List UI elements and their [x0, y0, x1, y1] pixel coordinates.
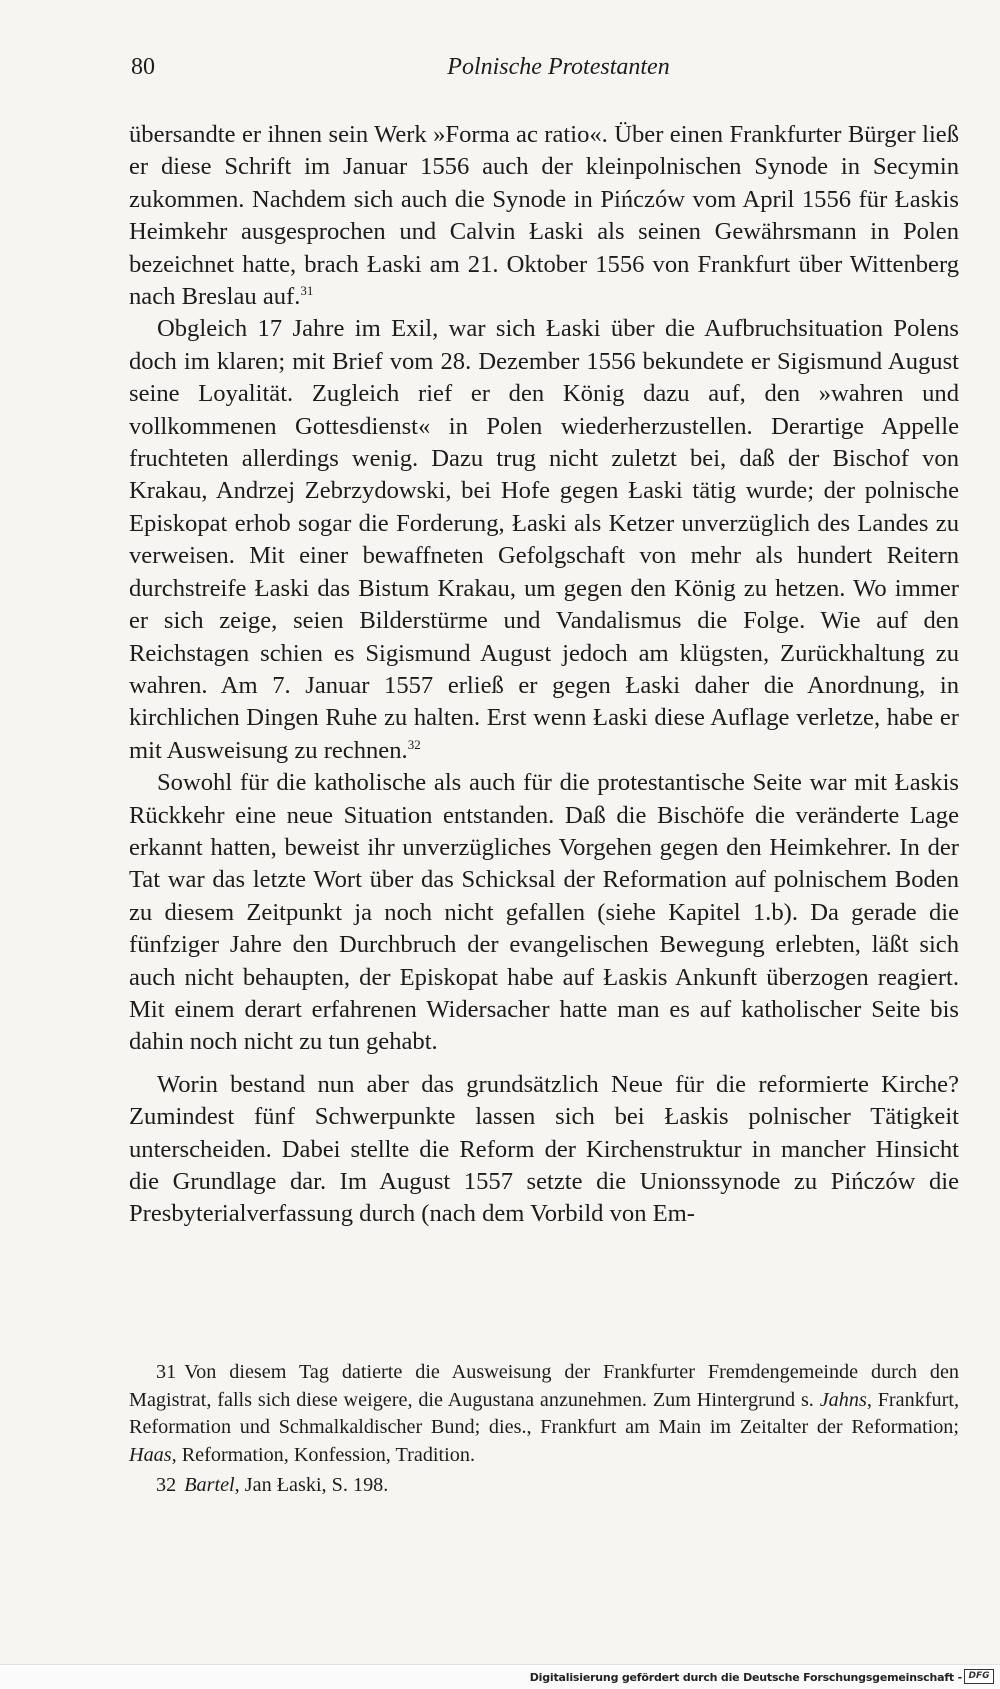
- dfg-logo-icon: DFG: [964, 1669, 994, 1684]
- footnote-31: [129, 1359, 959, 1469]
- footnote-ref-31[interactable]: 31: [300, 283, 314, 299]
- footnote-number: 32: [156, 1474, 177, 1497]
- footnote-number: 31: [156, 1361, 177, 1383]
- footnote-ref-32[interactable]: 32: [407, 736, 421, 752]
- footnote-text: , Reformation, Konfession, Tradition.: [171, 1443, 475, 1466]
- digitization-note: Digitalisierung gefördert durch die Deutsche Forschungsgemeinschaft -: [529, 1671, 962, 1684]
- footnote-text: Von diesem Tag datierte die Ausweisung der Frankfurter Fremdengemeinde durch den Magistrat, falls sich diese weigere, die Augustana anzunehmen. Zum Hintergrund s.: [129, 1361, 959, 1411]
- digitization-footer: [0, 1664, 1000, 1689]
- paragraph-3: Sowohl für die katholische als auch für die protestantische Seite war mit Łaskis Rückkehr eine neue Situation entstanden. Daß die Bischöfe die veränderte Lage erkannt hatten, beweist ihr unverzügliches Vorgehen gegen den Heimkehrer. In der Tat war das letzte Wort über das Schicksal der Reformation auf polnischem Boden zu diesem Zeitpunkt ja noch nicht gefallen (siehe Kapitel 1.b). Da gerade die fünfziger Jahre den Durchbruch der evangelischen Bewegung erlebten, läßt sich auch nicht behaupten, der Episkopat habe auf Łaskis Ankunft überzogen reagiert. Mit einem derart erfahrenen Widersacher hatte man es auf katholischer Seite bis dahin noch nicht zu tun gehabt.: [129, 769, 959, 1056]
- footnote-text: , Frankfurt, Reformation und Schmalkaldischer Bund; dies., Frankfurt am Main im Zeitalter der Reformation;: [129, 1388, 959, 1439]
- footnote-32: [129, 1472, 959, 1500]
- footnotes: [129, 1359, 959, 1503]
- running-title: Polnische Protestanten: [447, 54, 670, 80]
- paragraph-1-text: übersandte er ihnen sein Werk »Forma ac ratio«. Über einen Frankfurter Bürger ließ er diese Schrift im Januar 1556 auch der kleinpolnischen Synode in Secymin zukommen. Nachdem sich auch die Synode in Pińczów vom April 1556 für Łaskis Heimkehr ausgesprochen und Calvin Łaski als seinen Gewährsmann in Polen bezeichnet hatte, brach Łaski am 21. Oktober 1556 von Frankfurt über Wittenberg nach Breslau auf.: [129, 121, 959, 311]
- paragraph-2: [129, 313, 959, 767]
- author-name: Haas: [129, 1443, 172, 1466]
- page-number: 80: [131, 54, 155, 80]
- footnote-text: , Jan Łaski, S. 198.: [234, 1474, 389, 1497]
- author-name: Bartel: [184, 1474, 235, 1497]
- running-head: [131, 54, 956, 90]
- paragraph-2-text: Obgleich 17 Jahre im Exil, war sich Łaski über die Aufbruchsituation Polens doch im klaren; mit Brief vom 28. Dezember 1556 bekundete er Sigismund August seine Loyalität. Zugleich rief er den König dazu auf, den »wahren und vollkommenen Gottesdienst« in Polen wiederherzustellen. Derartige Appelle fruchteten allerdings wenig. Dazu trug nicht zuletzt bei, daß der Bischof von Krakau, Andrzej Zebrzydowski, bei Hofe gegen Łaski tätig wurde; der polnische Episkopat erhob sogar die Forderung, Łaski als Ketzer unverzüglich des Landes zu verweisen. Mit einer bewaffneten Gefolgschaft von mehr als hundert Reitern durchstreife Łaski das Bistum Krakau, um gegen den König zu hetzen. Wo immer er sich zeige, seien Bilderstürme und Vandalismus die Folge. Wie auf den Reichstagen schien es Sigismund August jedoch am klügsten, Zurückhaltung zu wahren. Am 7. Januar 1557 erließ er gegen Łaski daher die Anordnung, in kirchlichen Dingen Ruhe zu halten. Erst wenn Łaski diese Auflage verletze, habe er mit Ausweisung zu rechnen.: [129, 315, 959, 764]
- main-text: [129, 119, 959, 1231]
- author-name: Jahns: [819, 1388, 867, 1411]
- paragraph-4: Worin bestand nun aber das grundsätzlich Neue für die reformierte Kirche? Zumindest fünf Schwerpunkte lassen sich bei Łaskis polnischer Tätigkeit unterscheiden. Dabei stellte die Reform der Kirchenstruktur in mancher Hinsicht die Grundlage dar. Im August 1557 setzte die Unionssynode zu Pińczów die Presbyterialverfassung durch (nach dem Vorbild von Em-: [129, 1070, 959, 1228]
- paragraph-1: [129, 119, 959, 313]
